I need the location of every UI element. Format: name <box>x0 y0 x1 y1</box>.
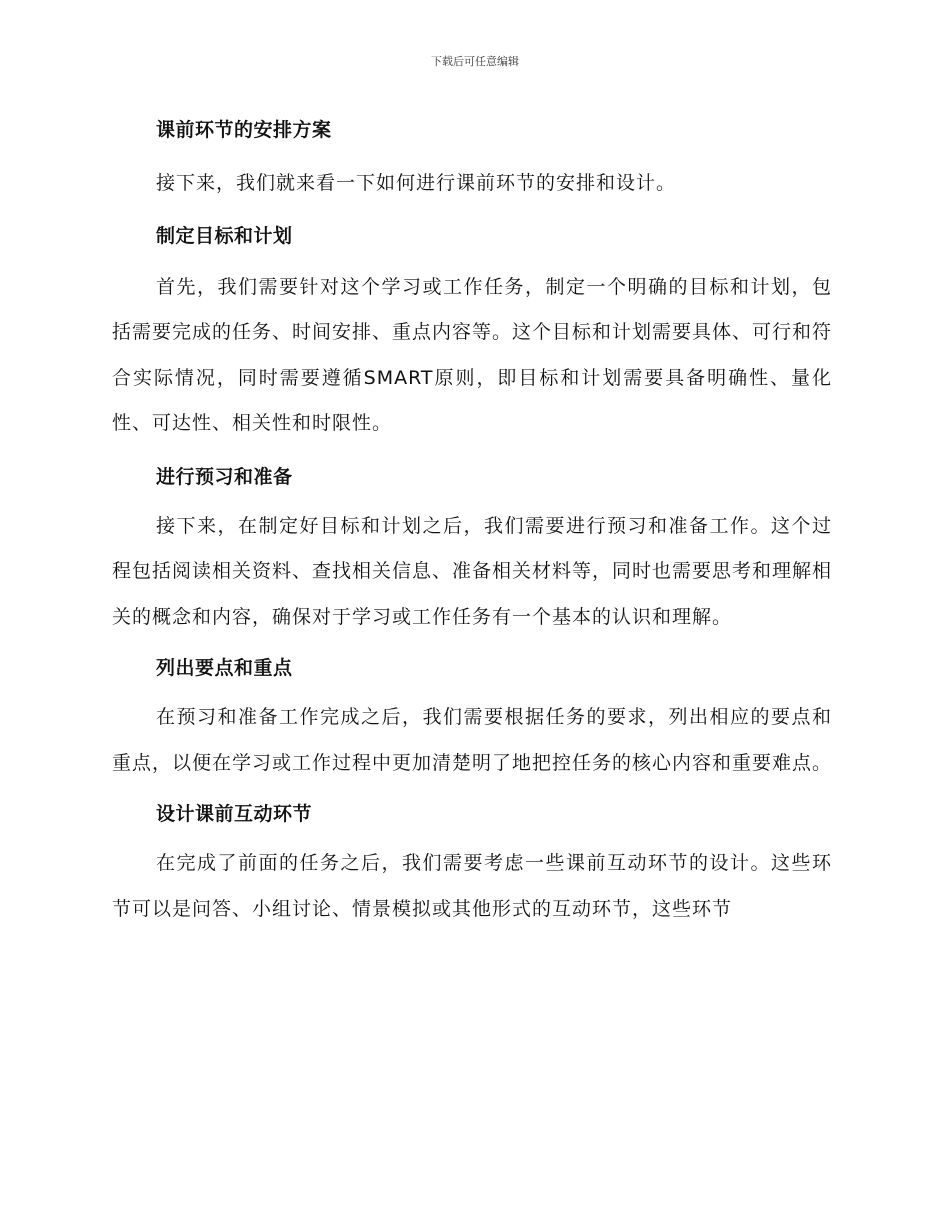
section-paragraph: 首先，我们需要针对这个学习或工作任务，制定一个明确的目标和计划，包括需要完成的任务、时间安排、重点内容等。这个目标和计划需要具体、可行和符合实际情况，同时需要遵循SMART原则，即目标和计划需要具备明确性、量化性、可达性、相关性和时限性。 <box>112 275 833 434</box>
section-paragraph: 接下来，在制定好目标和计划之后，我们需要进行预习和准备工作。这个过程包括阅读相关资料、查找相关信息、准备相关材料等，同时也需要思考和理解相关的概念和内容，确保对于学习或工作任务有一个基本的认识和理解。 <box>112 514 833 628</box>
section-heading: 设计课前互动环节 <box>156 803 313 825</box>
section-heading: 列出要点和重点 <box>156 657 293 679</box>
section-heading: 课前环节的安排方案 <box>156 119 332 141</box>
section-paragraph: 在完成了前面的任务之后，我们需要考虑一些课前互动环节的设计。这些环节可以是问答、小组讨论、情景模拟或其他形式的互动环节，这些环节 <box>112 852 832 920</box>
section-paragraph: 在预习和准备工作完成之后，我们需要根据任务的要求，列出相应的要点和重点，以便在学习或工作过程中更加清楚明了地把控任务的核心内容和重要难点。 <box>112 706 833 774</box>
document-body <box>112 110 832 932</box>
page-header: 下载后可任意编辑 <box>431 55 519 68</box>
section-heading: 制定目标和计划 <box>156 224 293 247</box>
section-paragraph: 接下来，我们就来看一下如何进行课前环节的安排和设计。 <box>156 172 677 194</box>
section-heading: 进行预习和准备 <box>156 465 293 488</box>
